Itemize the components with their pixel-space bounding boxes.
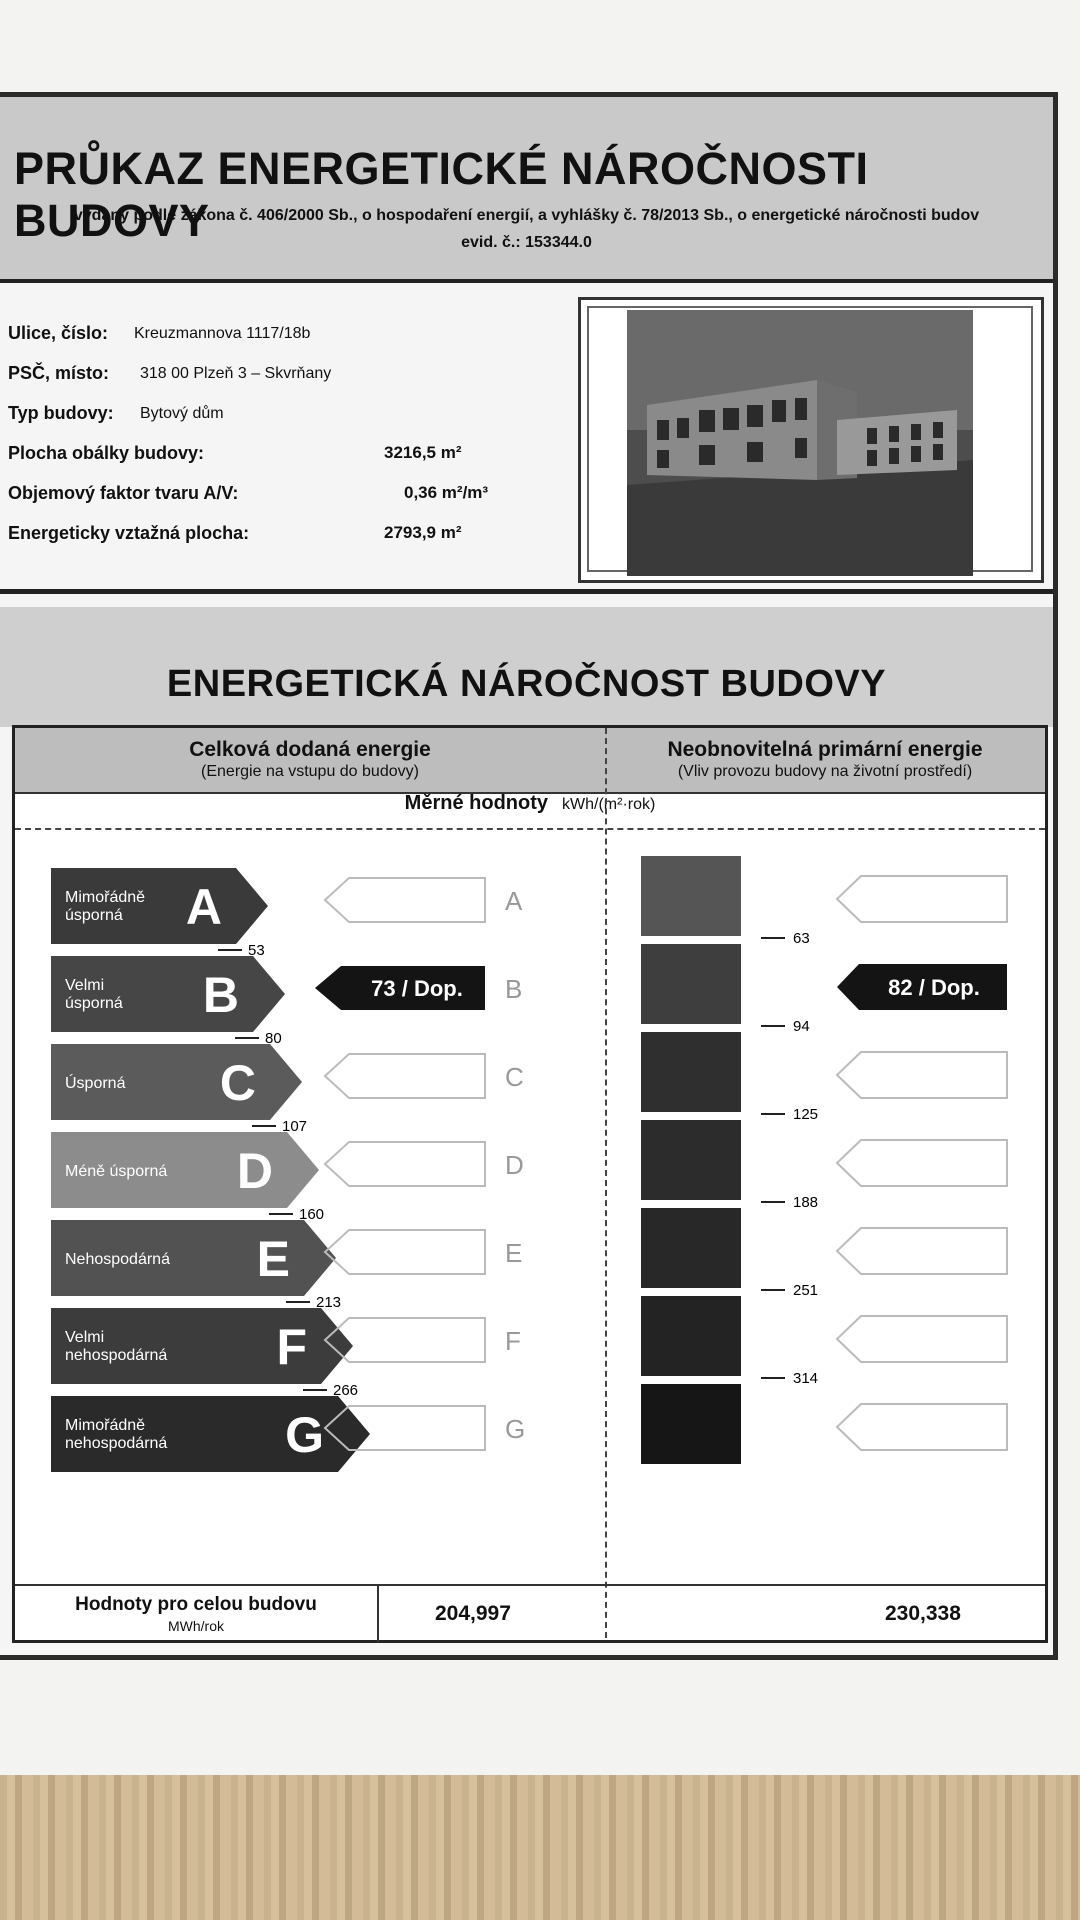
empty-class-slot-left-d (325, 1142, 485, 1186)
class-letter-d: D (236, 1143, 273, 1199)
left-column-subtitle: (Energie na vstupu do budovy) (201, 763, 419, 780)
class-letter-c: C (219, 1055, 256, 1111)
empty-class-slot-right-a (837, 876, 1007, 922)
street-row (8, 323, 108, 344)
class-letter-a: A (185, 879, 222, 935)
class-letter-marker-a: A (505, 886, 523, 916)
primary-energy-result: 82 / Dop. (888, 975, 980, 1000)
energy-certificate (0, 92, 1058, 1660)
total-primary-energy: 230,338 (885, 1602, 961, 1625)
threshold-right-e: 251 (793, 1282, 819, 1299)
right-column-title: Neobnovitelná primární energie (667, 738, 983, 761)
empty-class-slot-right-e (837, 1228, 1007, 1274)
registration-number: evid. č.: 153344.0 (461, 234, 592, 251)
class-label-e: Nehospodárná (65, 1251, 170, 1268)
area-value: 3216,5 m² (384, 443, 462, 462)
threshold-left-c: 107 (282, 1118, 308, 1135)
right-column-header (605, 728, 1045, 794)
class-label-f-2: nehospodárná (65, 1347, 168, 1364)
class-label-a: Mimořádně (65, 889, 146, 906)
class-letter-marker-g: G (505, 1414, 526, 1444)
rating-panel (12, 725, 1048, 1643)
class-letter-marker-b: B (505, 974, 523, 1004)
delivered-energy-result: 73 / Dop. (371, 976, 463, 1001)
right-column-subtitle: (Vliv provozu budovy na životní prostředí) (677, 763, 973, 780)
class-label-f: Velmi (65, 1329, 105, 1346)
class-letter-f: F (276, 1319, 307, 1375)
certificate-header (0, 97, 1053, 279)
left-column-header (15, 728, 605, 794)
threshold-right-c: 125 (793, 1106, 819, 1123)
certificate-title: PRŮKAZ ENERGETICKÉ NÁROČNOSTI BUDOVY (14, 143, 869, 246)
class-letter-marker-e: E (505, 1238, 523, 1268)
class-label-g-2: nehospodárná (65, 1435, 168, 1452)
psc-label: PSČ, místo: (8, 363, 110, 383)
empty-class-slot-left-c (325, 1054, 485, 1098)
empty-class-slot-right-g (837, 1404, 1007, 1450)
class-letter-marker-d: D (505, 1150, 524, 1180)
primary-energy-bar-f (641, 1296, 741, 1376)
factor-row (8, 483, 238, 504)
class-label-c: Úsporná (65, 1075, 126, 1092)
primary-energy-bar-g (641, 1384, 741, 1464)
class-letter-g: G (285, 1407, 324, 1463)
building-info (0, 279, 1053, 594)
totals-label-cell (15, 1586, 379, 1642)
building-photo (627, 310, 973, 576)
empty-class-slot-right-d (837, 1140, 1007, 1186)
energy-area-row (8, 523, 249, 544)
section-title: ENERGETICKÁ NÁROČNOST BUDOVY (166, 663, 887, 705)
empty-class-slot-left-e (325, 1230, 485, 1274)
psc-row (8, 363, 109, 384)
threshold-right-d: 188 (793, 1194, 819, 1211)
primary-energy-bar-b (641, 944, 741, 1024)
left-column-title: Celková dodaná energie (189, 738, 431, 761)
threshold-right-b: 94 (793, 1018, 810, 1035)
type-row (8, 403, 114, 424)
primary-energy-bar-c (641, 1032, 741, 1112)
threshold-left-e: 213 (316, 1294, 342, 1311)
empty-class-slot-right-f (837, 1316, 1007, 1362)
totals-label: Hodnoty pro celou budovu (75, 1594, 317, 1615)
threshold-right-a: 63 (793, 930, 810, 947)
class-arrow-f (51, 1308, 353, 1384)
primary-energy-bar-a (641, 856, 741, 936)
threshold-right-f: 314 (793, 1370, 819, 1387)
area-label: Plocha obálky budovy: (8, 443, 205, 463)
building-photo-frame (578, 297, 1044, 583)
psc-value: 318 00 Plzeň 3 – Skvrňany (140, 365, 332, 382)
totals-unit: MWh/rok (168, 1618, 224, 1634)
threshold-left-a: 53 (248, 942, 265, 959)
class-label-d: Méně úsporná (65, 1163, 168, 1180)
empty-class-slot-left-a (325, 878, 485, 922)
type-value: Bytový dům (140, 405, 224, 422)
class-arrow-b (51, 956, 285, 1032)
energy-area-value: 2793,9 m² (384, 523, 462, 542)
threshold-left-d: 160 (299, 1206, 325, 1223)
class-letter-b: B (202, 967, 239, 1023)
total-delivered-energy: 204,997 (435, 1602, 511, 1625)
class-label-b-2: úsporná (65, 995, 123, 1012)
primary-energy-bar-e (641, 1208, 741, 1288)
specific-values-row (15, 792, 1045, 828)
wooden-floor (0, 1775, 1080, 1920)
primary-energy-bar-d (641, 1120, 741, 1200)
class-letter-marker-f: F (505, 1326, 521, 1356)
energy-area-label: Energeticky vztažná plocha: (8, 523, 250, 543)
energy-performance-section (0, 607, 1053, 1655)
threshold-left-b: 80 (265, 1030, 282, 1047)
area-row (8, 443, 204, 464)
empty-class-slot-left-f (325, 1318, 485, 1362)
threshold-left-f: 266 (333, 1382, 359, 1399)
class-label-a-2: úsporná (65, 907, 123, 924)
street-value: Kreuzmannova 1117/18b (134, 325, 311, 342)
type-label: Typ budovy: (8, 403, 114, 423)
specific-values-label: Měrné hodnoty (404, 792, 549, 814)
class-letter-e: E (256, 1231, 290, 1287)
class-letter-marker-c: C (505, 1062, 524, 1092)
street-label: Ulice, číslo: (8, 323, 109, 343)
factor-value: 0,36 m²/m³ (404, 483, 489, 502)
totals-row (15, 1584, 1045, 1642)
empty-class-slot-right-c (837, 1052, 1007, 1098)
class-arrow-a (51, 868, 268, 944)
units-label: kWh/(m²·rok) (562, 796, 656, 813)
class-label-g: Mimořádně (65, 1417, 146, 1434)
factor-label: Objemový faktor tvaru A/V: (8, 483, 239, 503)
rating-scale (15, 828, 1045, 1584)
legal-basis: vydaný podle zákona č. 406/2000 Sb., o hospodaření energií, a vyhlášky č. 78/2013 Sb., o energetické náročnosti budov (73, 207, 980, 224)
class-label-b: Velmi (65, 977, 105, 994)
